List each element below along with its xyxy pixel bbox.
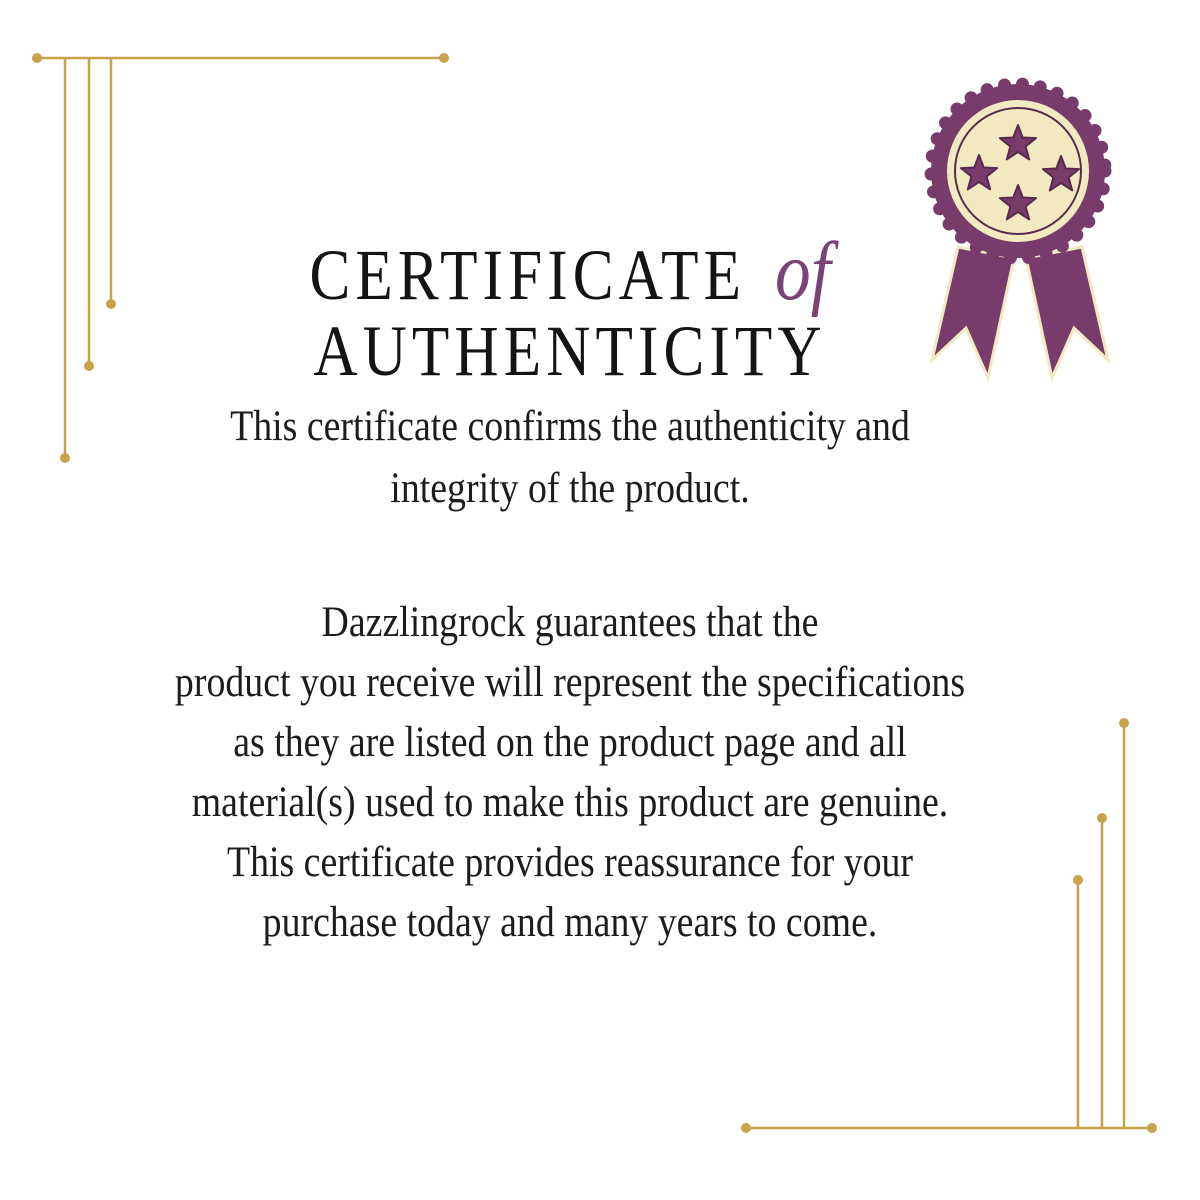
subtitle-line: integrity of the product. xyxy=(390,465,750,512)
body-line: product you receive will represent the specifications xyxy=(174,659,966,706)
title-line-1 xyxy=(86,225,1055,318)
title-word-of: of xyxy=(774,225,831,318)
body-line: This certificate provides reassurance for your xyxy=(226,839,914,886)
certificate-subtitle xyxy=(68,396,1071,520)
certificate-title xyxy=(86,225,1055,391)
title-word-authenticity: AUTHENTICITY xyxy=(313,311,827,391)
title-word-certificate: CERTIFICATE xyxy=(309,235,747,315)
body-line: material(s) used to make this product are genuine. xyxy=(191,779,949,826)
subtitle-line: This certificate confirms the authenticity and xyxy=(230,403,910,450)
body-line: as they are listed on the product page and all xyxy=(233,719,907,766)
certificate-body xyxy=(68,593,1071,953)
body-line: purchase today and many years to come. xyxy=(262,899,878,946)
title-line-2 xyxy=(86,313,1055,389)
body-line: Dazzlingrock guarantees that the xyxy=(321,599,819,646)
